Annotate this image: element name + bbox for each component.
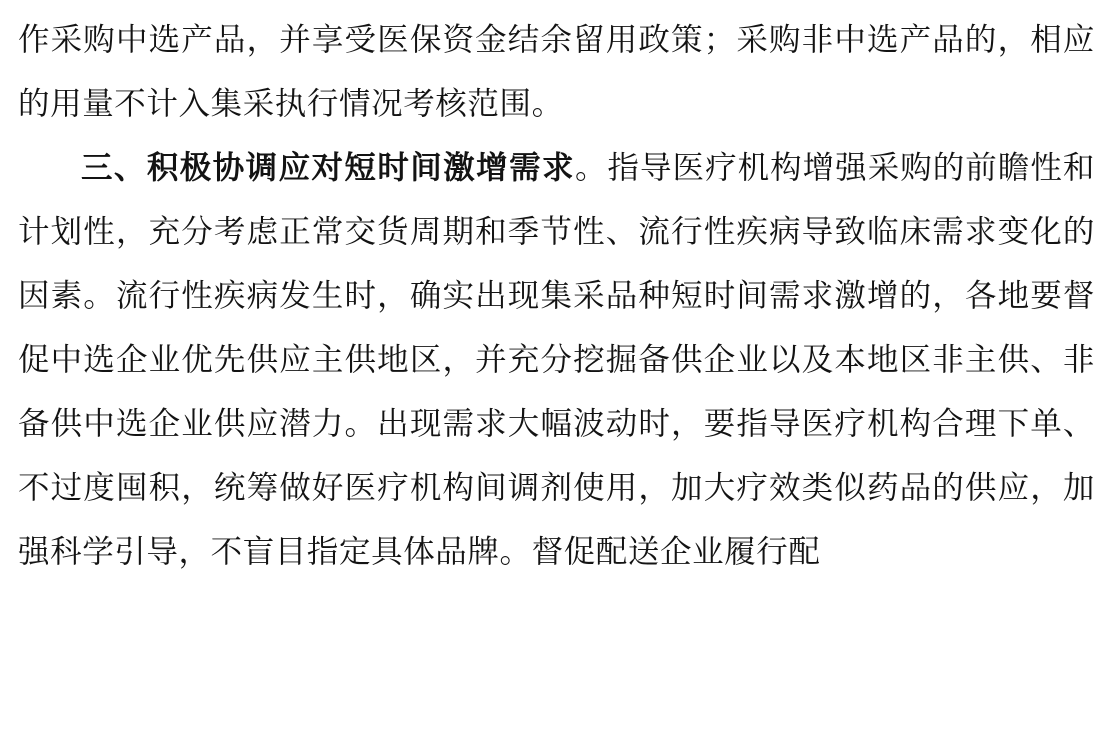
section-heading-three: 三、积极协调应对短时间激增需求 — [81, 149, 575, 186]
paragraph-section-three — [18, 136, 1095, 584]
paragraph-text: 作采购中选产品，并享受医保资金结余留用政策；采购非中选产品的，相应的用量不计入集采执行情况考核范围。 — [18, 22, 1095, 122]
paragraph-continued — [18, 8, 1095, 136]
paragraph-text: 。指导医疗机构增强采购的前瞻性和计划性，充分考虑正常交货周期和季节性、流行性疾病导致临床需求变化的因素。流行性疾病发生时，确实出现集采品种短时间需求激增的，各地要督促中选企业优先供应主供地区，并充分挖掘备供企业以及本地区非主供、非备供中选企业供应潜力。出现需求大幅波动时，要指导医疗机构合理下单、不过度囤积，统筹做好医疗机构间调剂使用，加大疗效类似药品的供应，加强科学引导，不盲目指定具体品牌。督促配送企业履行配 — [18, 150, 1095, 570]
document-body — [18, 8, 1095, 584]
